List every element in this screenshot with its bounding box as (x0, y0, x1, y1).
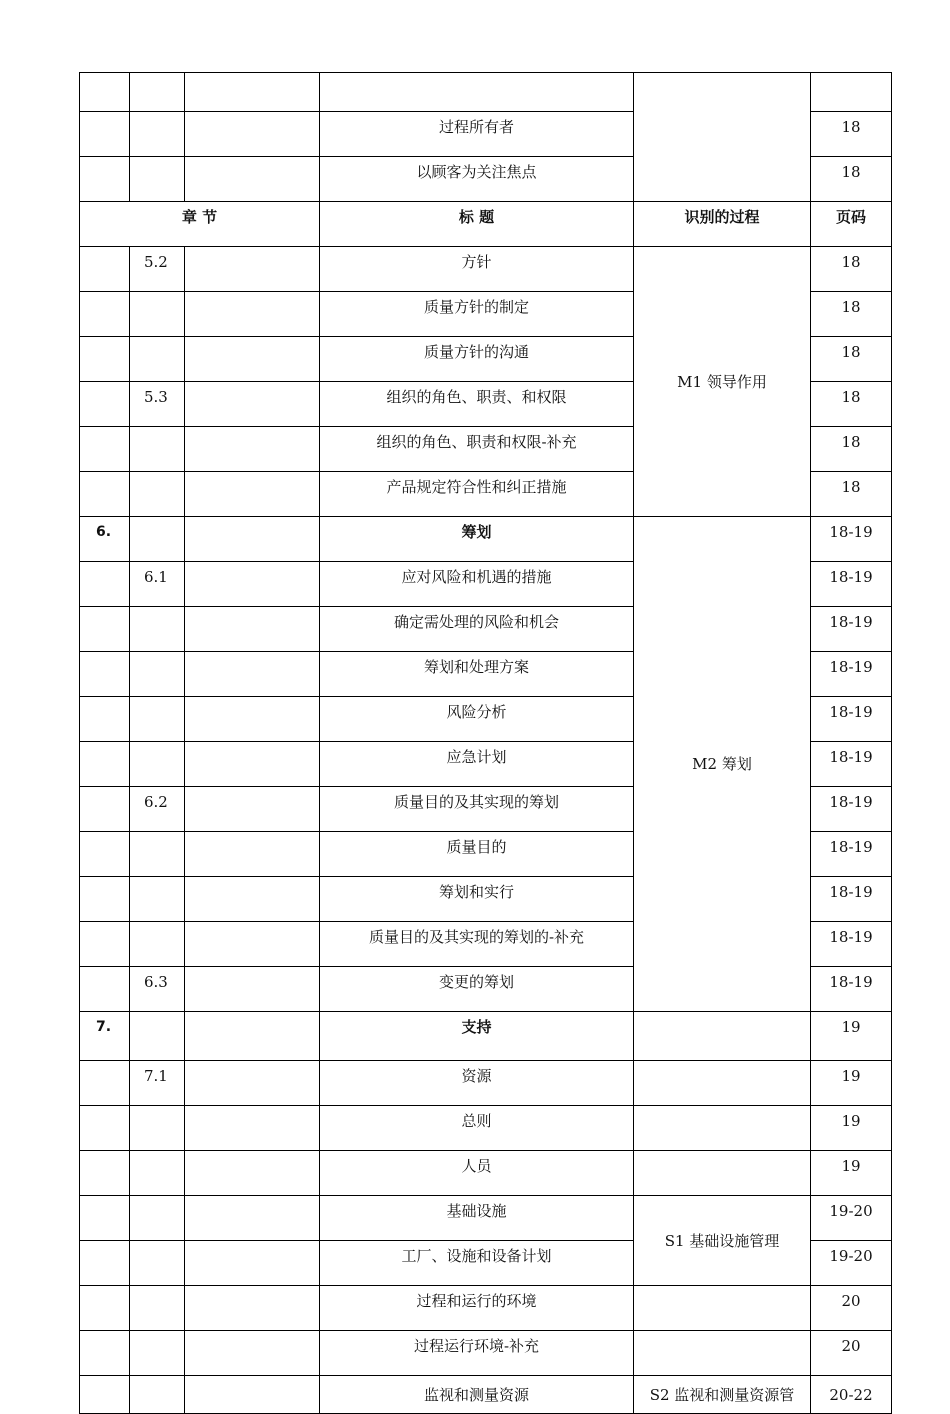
row-page: 20 (811, 1331, 892, 1376)
row-title: 质量方针的沟通 (320, 337, 634, 382)
process-s2: S2 监视和测量资源管 (634, 1376, 811, 1414)
row-page: 18-19 (811, 832, 892, 877)
row-title: 以顾客为关注焦点 (320, 157, 634, 202)
row-title: 支持 (320, 1012, 634, 1061)
row-page: 18 (811, 157, 892, 202)
row-process (634, 1286, 811, 1331)
row-title: 应对风险和机遇的措施 (320, 562, 634, 607)
row-process (634, 1331, 811, 1376)
table-row (80, 73, 892, 112)
table-row (80, 1106, 892, 1151)
header-process: 识别的过程 (634, 202, 811, 247)
table-row (80, 1331, 892, 1376)
header-title: 标 题 (320, 202, 634, 247)
row-process (634, 1012, 811, 1061)
row-section-number: 6.3 (130, 967, 185, 1012)
row-title: 筹划和实行 (320, 877, 634, 922)
row-page: 18 (811, 382, 892, 427)
toc-table (79, 72, 892, 1414)
table-row (80, 1151, 892, 1196)
row-page: 18 (811, 247, 892, 292)
row-title: 资源 (320, 1061, 634, 1106)
row-page: 20 (811, 1286, 892, 1331)
row-section-number: 7.1 (130, 1061, 185, 1106)
process-m2: M2 筹划 (634, 517, 811, 1012)
row-process (634, 1061, 811, 1106)
row-title: 基础设施 (320, 1196, 634, 1241)
row-process (634, 73, 811, 202)
row-page: 18-19 (811, 967, 892, 1012)
row-page: 19-20 (811, 1196, 892, 1241)
row-page: 18-19 (811, 742, 892, 787)
row-page: 18-19 (811, 877, 892, 922)
row-title: 风险分析 (320, 697, 634, 742)
row-process (634, 1106, 811, 1151)
row-title: 监视和测量资源 (320, 1376, 634, 1414)
row-title: 质量目的及其实现的筹划的-补充 (320, 922, 634, 967)
process-s1: S1 基础设施管理 (634, 1196, 811, 1286)
row-page: 19 (811, 1012, 892, 1061)
row-title: 人员 (320, 1151, 634, 1196)
row-title: 质量目的 (320, 832, 634, 877)
row-page: 18-19 (811, 922, 892, 967)
row-title: 质量目的及其实现的筹划 (320, 787, 634, 832)
row-page: 18-19 (811, 787, 892, 832)
header-chapter: 章 节 (80, 202, 320, 247)
row-title (320, 73, 634, 112)
table-row (80, 1061, 892, 1106)
row-section-number: 5.2 (130, 247, 185, 292)
row-title: 过程所有者 (320, 112, 634, 157)
row-title: 确定需处理的风险和机会 (320, 607, 634, 652)
row-page: 18-19 (811, 697, 892, 742)
row-page: 18-19 (811, 607, 892, 652)
row-title: 过程和运行的环境 (320, 1286, 634, 1331)
row-title: 组织的角色、职责和权限-补充 (320, 427, 634, 472)
row-page: 20-22 (811, 1376, 892, 1414)
row-title: 筹划 (320, 517, 634, 562)
header-page: 页码 (811, 202, 892, 247)
table-row (80, 1376, 892, 1414)
row-page: 18-19 (811, 652, 892, 697)
row-page: 18-19 (811, 517, 892, 562)
row-title: 应急计划 (320, 742, 634, 787)
row-title: 产品规定符合性和纠正措施 (320, 472, 634, 517)
row-title: 总则 (320, 1106, 634, 1151)
row-section-number: 5.3 (130, 382, 185, 427)
row-page: 19 (811, 1106, 892, 1151)
row-process (634, 1151, 811, 1196)
table-header-row (80, 202, 892, 247)
table-row (80, 1012, 892, 1061)
row-page: 18-19 (811, 562, 892, 607)
table-row (80, 1286, 892, 1331)
table-row (80, 1196, 892, 1241)
row-chapter-number: 7. (80, 1012, 130, 1061)
row-page: 18 (811, 427, 892, 472)
row-title: 组织的角色、职责、和权限 (320, 382, 634, 427)
process-m1: M1 领导作用 (634, 247, 811, 517)
row-page: 19 (811, 1151, 892, 1196)
row-page: 18 (811, 472, 892, 517)
row-title: 方针 (320, 247, 634, 292)
table-row (80, 517, 892, 562)
row-page (811, 73, 892, 112)
row-title: 筹划和处理方案 (320, 652, 634, 697)
row-page: 18 (811, 337, 892, 382)
row-title: 质量方针的制定 (320, 292, 634, 337)
row-section-number: 6.2 (130, 787, 185, 832)
row-chapter-number: 6. (80, 517, 130, 562)
table-row (80, 247, 892, 292)
row-page: 18 (811, 292, 892, 337)
row-title: 过程运行环境-补充 (320, 1331, 634, 1376)
row-page: 19-20 (811, 1241, 892, 1286)
row-section-number: 6.1 (130, 562, 185, 607)
row-title: 工厂、设施和设备计划 (320, 1241, 634, 1286)
row-page: 19 (811, 1061, 892, 1106)
row-title: 变更的筹划 (320, 967, 634, 1012)
row-page: 18 (811, 112, 892, 157)
